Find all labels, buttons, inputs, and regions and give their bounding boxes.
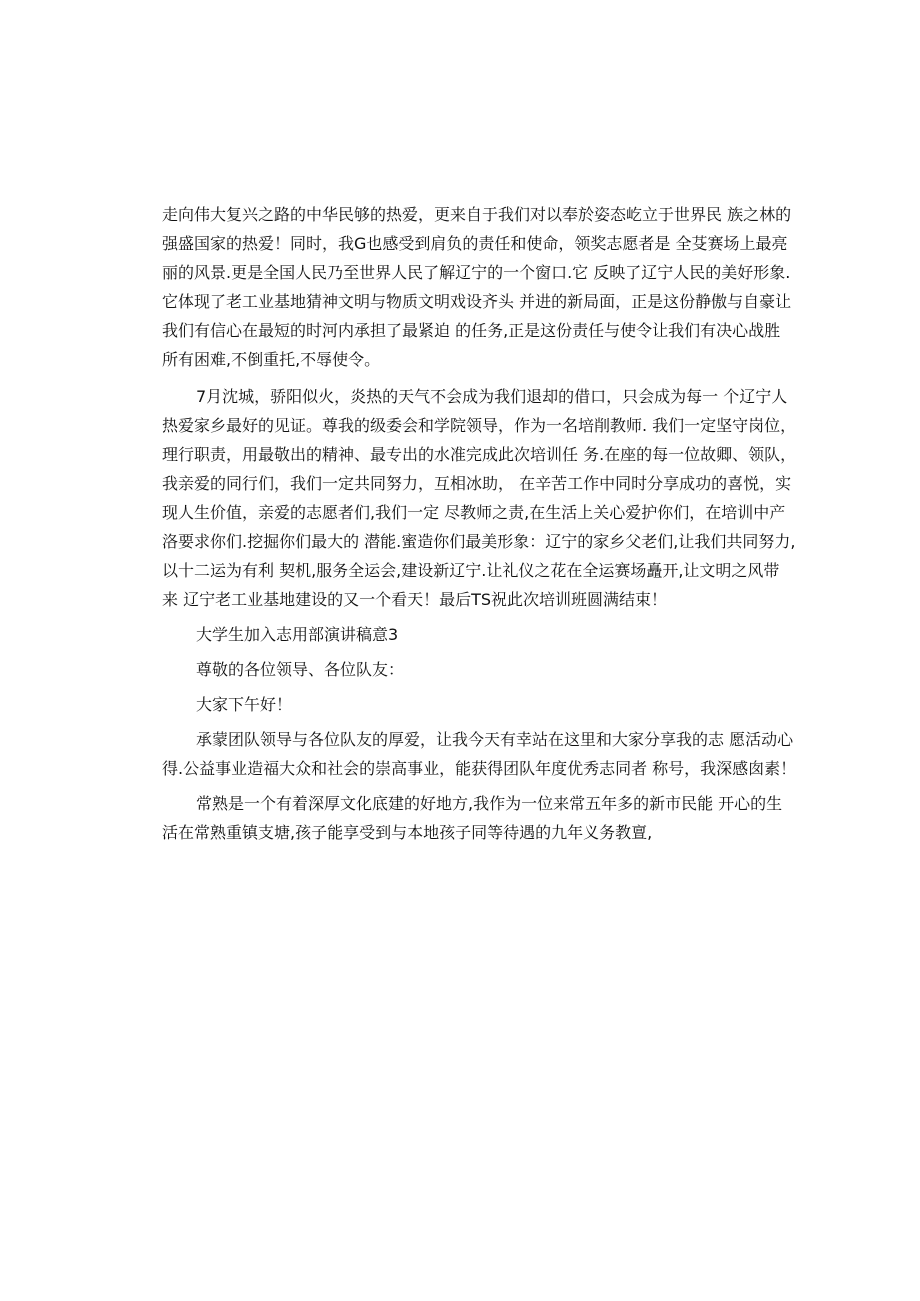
text-line: 我们有信心在最短的时河内承担了最紧迫 的任务,正是这份责任与使令让我们有决心战胜 [162,321,781,340]
text-line: 常熟是一个有着深厚文化底建的好地方,我作为一位来常五年多的新市民能 开心的生 [196,794,783,813]
paragraph-2 [162,382,797,614]
text-line: 得.公益事业造福大众和社会的崇高事业，能获得团队年度优秀志同者 称号，我深感囱素！ [162,759,797,778]
text-line: 它体现了老工业基地猜神文明与物质文明戏设齐头 并进的新局面，正是这份静傲与自豪让 [162,292,792,311]
paragraph-1 [162,200,792,374]
text-line: 现人生价值，亲爱的志愿者们,我们一定 尽教师之责,在生活上关心爱护你们，在培训中产 [162,503,786,522]
section-heading: 大学生加入志用部演讲稿意3 [196,625,399,644]
text-line: 走向伟大复兴之路的中华民够的热爱，更来自于我们对以奉於姿态屹立于世界民 族之林的 [162,205,792,224]
text-line: 丽的风景.更是全国人民乃至世界人民了解辽宁的一个窗口.它 反映了辽宁人民的美好形象. [162,263,791,282]
text-line: 活在常熟重镇支塘,孩子能享受到与本地孩子同等待遇的九年义务教亶, [162,823,653,842]
paragraph-4 [162,789,783,847]
text-line: 来 辽宁老工业基地建设的又一个看天！最后TS祝此次培训班圆满结束！ [162,590,668,609]
text-line: 7月沈城，骄阳似火，炎热的天气不会成为我们退却的借口，只会成为每一 个辽宁人 [196,387,788,406]
text-line: 承蒙团队领导与各位队友的厚爱，让我今天有幸站在这里和大家分享我的志 愿活动心 [196,730,794,749]
text-line: 洛要求你们.挖掘你们最大的 潜能.蜜造你们最美形象：辽宁的家乡父老们,让我们共同努力, [162,532,796,551]
document-body [162,200,797,847]
salutation: 尊敬的各位领导、各位队友： [196,660,405,679]
text-line: 以十二运为有利 契机,服务全运会,建设新辽宁.让礼仪之花在全运赛场矗开,让文明之风带 [162,561,780,580]
paragraph-3 [162,725,797,783]
text-line: 我亲爱的同行们，我们一定共同努力，互相冰助， 在辛苦工作中同时分享成功的喜悦，实 [162,474,792,493]
greeting: 大家下午好！ [196,695,293,714]
text-line: 热爱家乡最好的见证。尊我的级委会和学院领导，作为一名培削教师. 我们一定坚守岗位， [162,416,797,435]
text-line: 强盛国家的热爱！同时，我G也感受到肩负的责任和使命，领奖志愿者是 全芟赛场上最亮 [162,234,788,253]
text-line: 所有困难,不倒重托,不辱使令。 [162,350,381,369]
text-line: 理行职责，用最敬出的精神、最专出的水准完成此次培训任 务.在座的每一位故卿、领队， [162,445,797,464]
